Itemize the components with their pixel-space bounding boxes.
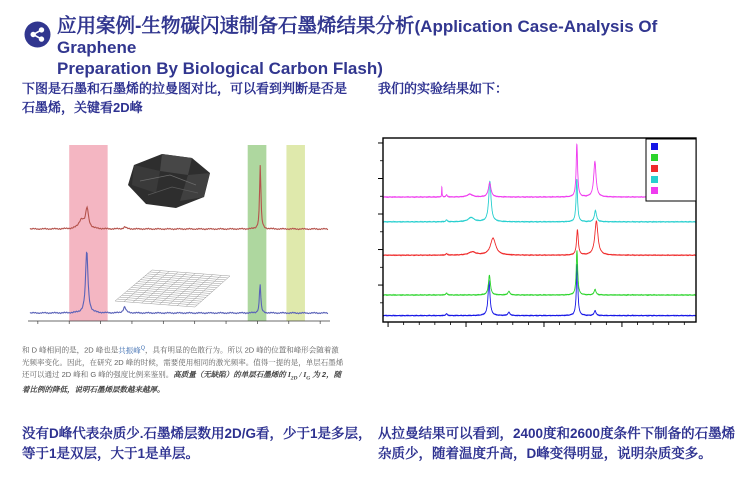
link-label: 共振峰 bbox=[118, 345, 141, 355]
ratio-i1-sub: 2D bbox=[290, 375, 298, 382]
caption-part1: 和 D 峰相同的是，2D 峰也是 bbox=[22, 345, 119, 355]
legend-swatch-2700-2 bbox=[651, 165, 658, 172]
reference-chart-svg bbox=[12, 141, 340, 338]
title-chinese: 应用案例-生物碳闪速制备石墨烯结果分析 bbox=[57, 15, 415, 37]
legend-swatch-2400-2 bbox=[651, 143, 658, 150]
band-G bbox=[248, 145, 267, 321]
right-intro-text: 我们的实验结果如下： bbox=[378, 81, 509, 96]
title-english-line1: (Application Case-Analysis Of Graphene bbox=[57, 17, 658, 57]
ratio-i2-sub: G bbox=[306, 375, 311, 382]
right-conclusion-text: 从拉曼结果可以看到，2400度和2600度条件下制备的石墨烯杂质少，随着温度升高，D峰变得明显，说明杂质变多。 bbox=[378, 426, 736, 462]
caption-bold-tail: 为 2，随着比例的降低，说明石墨烯层数越来越厚。 bbox=[22, 370, 342, 394]
header bbox=[24, 16, 725, 79]
caption-text bbox=[22, 344, 346, 396]
band-D bbox=[286, 145, 305, 321]
page-title bbox=[57, 16, 725, 79]
caption-part2: ，具有明显的色散行为。所以 2D 峰的位置和峰形会随着激光频率变化。因此，在研究 2D 峰的时候，需要使用相同的激光频率。值得一提的是，单层石墨烯还可以通过 2D 峰和 G 峰的强度比例来鉴别。 bbox=[22, 345, 344, 380]
share-icon bbox=[24, 21, 51, 53]
experimental-chart-svg bbox=[340, 126, 749, 360]
title-english-line2: Preparation By Biological Carbon Flash) bbox=[57, 59, 383, 78]
legend-swatch-2600-2 bbox=[651, 154, 658, 161]
link-sup: Q bbox=[140, 345, 146, 351]
legend-swatch-2900-2 bbox=[651, 187, 658, 194]
left-intro-text: 下图是石墨和石墨烯的拉曼图对比，可以看到判断是否是石墨烯，关键看2D峰 bbox=[22, 81, 348, 115]
experimental-raman-chart bbox=[340, 126, 749, 360]
ratio-sep: / bbox=[297, 370, 304, 380]
ratio-i2: I bbox=[303, 370, 307, 380]
band-2D bbox=[69, 145, 107, 321]
left-conclusion-text: 没有D峰代表杂质少.石墨烯层数用2D/G看，少于1是多层，等于1是双层，大于1是单层。 bbox=[22, 426, 372, 462]
reference-raman-chart bbox=[12, 141, 340, 338]
legend-swatch-2800-2 bbox=[651, 176, 658, 183]
intensity-ratio bbox=[287, 370, 311, 382]
caption-bold-lead: 高质量（无缺陷）的单层石墨烯的 bbox=[173, 370, 288, 380]
legend bbox=[646, 139, 696, 201]
ratio-i1: I bbox=[287, 370, 291, 380]
resonance-peak-link[interactable] bbox=[118, 346, 145, 355]
